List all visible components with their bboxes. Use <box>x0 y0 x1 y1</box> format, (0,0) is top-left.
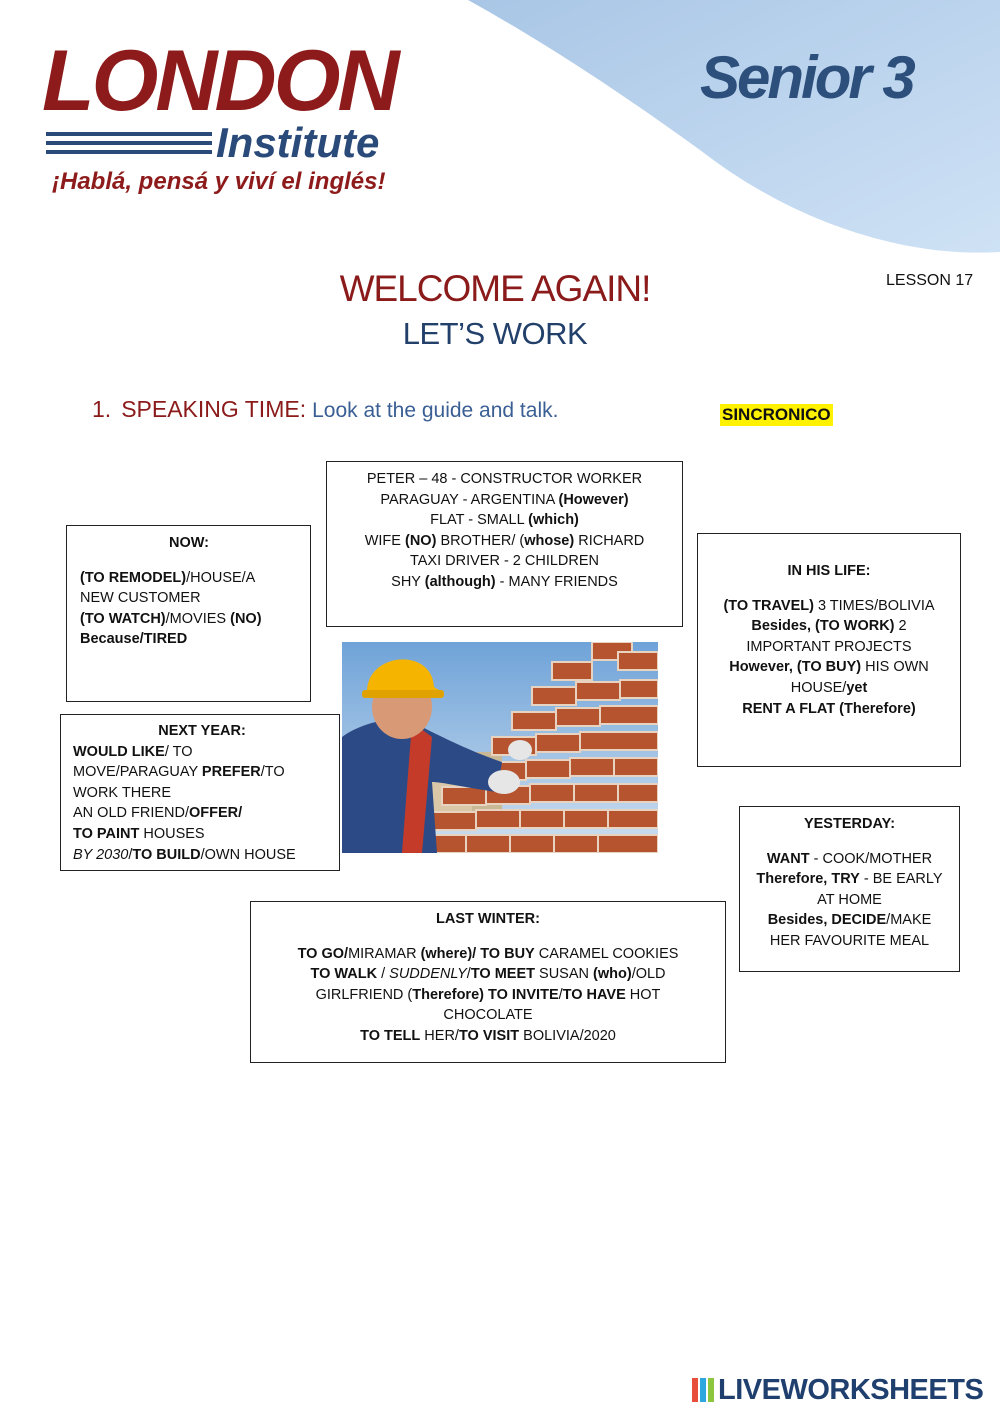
text-segment: HOUSES <box>139 825 205 842</box>
construction-worker-photo <box>342 642 658 853</box>
box-line <box>251 964 725 985</box>
text-segment: - MANY FRIENDS <box>495 573 618 590</box>
text-segment: HER/ <box>420 1027 459 1044</box>
text-segment: BY 2030 <box>73 846 129 863</box>
text-segment: Therefore) TO INVITE <box>412 986 559 1003</box>
text-segment: TO GO/ <box>297 945 349 962</box>
box-line <box>740 890 959 911</box>
text-segment: IMPORTANT PROJECTS <box>746 638 912 655</box>
box-line <box>698 596 960 617</box>
text-segment: RICHARD <box>574 532 645 549</box>
box-line <box>73 783 331 804</box>
text-segment: / <box>558 986 563 1003</box>
text-segment: /OWN HOUSE <box>200 846 296 863</box>
box-line <box>327 551 682 572</box>
text-segment: (which) <box>528 512 579 529</box>
text-segment: (where)/ TO BUY <box>420 945 535 962</box>
text-segment: /TO <box>260 764 285 781</box>
lesson-number: LESSON 17 <box>886 272 974 289</box>
text-segment: TO HAVE <box>562 986 626 1003</box>
text-segment: (who) <box>593 966 632 983</box>
text-segment: /HOUSE/A <box>186 569 256 586</box>
text-segment: (However) <box>558 491 629 508</box>
text-segment: NEW CUSTOMER <box>80 590 201 607</box>
box-heading: NEXT YEAR: <box>158 723 246 739</box>
logo-stripes <box>46 132 216 158</box>
text-segment: - BE EARLY <box>859 871 943 888</box>
logo-wordmark: LONDON <box>42 33 397 129</box>
text-segment: OFFER/ <box>189 805 243 822</box>
text-segment: - COOK/MOTHER <box>809 850 933 867</box>
box-line <box>80 568 298 589</box>
section-label: SPEAKING TIME: <box>121 396 307 422</box>
text-segment: TO PAINT <box>73 825 140 842</box>
text-segment: SUSAN <box>535 966 594 983</box>
text-segment: GIRLFRIEND ( <box>315 986 413 1003</box>
box-line <box>698 616 960 637</box>
box-line <box>698 678 960 699</box>
section-number: 1. <box>92 396 112 422</box>
box-line <box>327 572 682 593</box>
text-segment: TO WALK <box>310 966 378 983</box>
box-line <box>740 869 959 890</box>
text-segment: (NO) <box>405 532 437 549</box>
box-line <box>80 609 298 630</box>
box-line <box>73 845 331 866</box>
text-segment: /MAKE <box>886 912 932 929</box>
box-line <box>73 803 331 824</box>
page-title: WELCOME AGAIN! <box>339 268 651 309</box>
section-instruction: Look at the guide and talk. <box>312 399 559 422</box>
text-segment: However, (TO BUY) <box>729 659 862 676</box>
text-segment: CARAMEL COOKIES <box>534 945 679 962</box>
text-segment: Besides, (TO WORK) <box>751 618 895 635</box>
text-segment: (TO REMODEL) <box>80 569 187 586</box>
box-line <box>698 657 960 678</box>
level-label: Senior 3 <box>700 44 913 111</box>
box-line <box>698 637 960 658</box>
text-segment: Therefore, TRY <box>756 871 860 888</box>
text-segment: PARAGUAY - ARGENTINA <box>380 491 559 508</box>
box-line <box>251 1026 725 1047</box>
text-segment: whose) <box>524 532 575 549</box>
box-line <box>80 588 298 609</box>
box-heading: IN HIS LIFE: <box>787 563 871 579</box>
text-segment: SHY <box>391 573 425 590</box>
text-segment: WORK THERE <box>73 784 172 801</box>
footer-brand: LIVEWORKSHEETS <box>718 1374 984 1406</box>
text-segment: PREFER <box>201 764 261 781</box>
box-line <box>251 1005 725 1026</box>
text-segment: HER FAVOURITE MEAL <box>769 932 930 949</box>
sync-tag: SINCRONICO <box>722 405 831 424</box>
text-segment: TO TELL <box>360 1027 421 1044</box>
box-heading: NOW: <box>168 535 209 551</box>
box-heading: LAST WINTER: <box>436 911 540 927</box>
box-line <box>73 762 331 783</box>
box-line <box>251 985 725 1006</box>
text-segment: Because/TIRED <box>80 631 188 648</box>
last-winter-box <box>250 901 726 1063</box>
text-segment: BROTHER/ ( <box>436 532 525 549</box>
yesterday-box <box>739 806 960 972</box>
text-segment: HIS OWN <box>861 659 929 676</box>
box-line <box>740 931 959 952</box>
text-segment: (TO WATCH) <box>80 610 166 627</box>
text-segment: / TO <box>164 743 193 760</box>
text-segment: /OLD <box>631 966 666 983</box>
text-segment: / <box>377 966 390 983</box>
box-line <box>698 699 960 720</box>
now-box <box>66 525 311 702</box>
text-segment: WOULD LIKE <box>73 743 165 760</box>
in-his-life-box <box>697 533 961 767</box>
text-segment: FLAT - SMALL <box>430 512 529 529</box>
text-segment: (although) <box>424 573 496 590</box>
text-segment: HOT <box>625 986 661 1003</box>
box-line <box>740 849 959 870</box>
box-line <box>327 490 682 511</box>
text-segment: / <box>128 846 133 863</box>
box-line <box>80 629 298 650</box>
box-heading: YESTERDAY: <box>803 816 896 832</box>
text-segment: Besides, DECIDE <box>767 912 887 929</box>
section-heading <box>92 396 558 423</box>
text-segment: / <box>466 966 471 983</box>
text-segment: TO MEET <box>470 966 536 983</box>
box-line <box>73 742 331 763</box>
text-segment: SUDDENLY <box>389 966 467 983</box>
box-line <box>327 469 682 490</box>
text-segment: /MOVIES <box>165 610 231 627</box>
liveworksheets-logo-icon <box>692 1378 714 1402</box>
text-segment: AN OLD FRIEND/ <box>73 805 190 822</box>
text-segment: WIFE <box>364 532 405 549</box>
text-segment: TO BUILD <box>132 846 201 863</box>
logo-slogan: ¡Hablá, pensá y viví el inglés! <box>52 168 386 195</box>
text-segment: TO VISIT <box>458 1027 520 1044</box>
box-line <box>327 531 682 552</box>
text-segment: (NO) <box>230 610 262 627</box>
text-segment: RENT A FLAT (Therefore) <box>742 700 916 717</box>
text-segment: HOUSE/ <box>790 679 847 696</box>
text-segment: AT HOME <box>817 891 882 908</box>
text-segment: CHOCOLATE <box>443 1007 533 1024</box>
text-segment: 3 TIMES/BOLIVIA <box>813 597 935 614</box>
logo-subtitle: Institute <box>216 119 380 166</box>
text-segment: BOLIVIA/2020 <box>519 1027 616 1044</box>
text-segment: PETER – 48 - CONSTRUCTOR WORKER <box>366 471 643 487</box>
text-segment: MIRAMAR <box>348 945 421 962</box>
box-line <box>740 910 959 931</box>
text-segment: (TO TRAVEL) <box>723 597 814 614</box>
profile-box <box>326 461 683 627</box>
box-line <box>73 824 331 845</box>
next-year-box <box>60 714 340 871</box>
text-segment: WANT <box>766 850 810 867</box>
text-segment: TAXI DRIVER - 2 CHILDREN <box>409 553 600 570</box>
page-subtitle: LET’S WORK <box>402 316 588 351</box>
box-line <box>327 510 682 531</box>
text-segment: yet <box>846 679 868 696</box>
box-line <box>251 944 725 965</box>
text-segment: 2 <box>894 618 907 635</box>
text-segment: MOVE/PARAGUAY <box>73 764 202 781</box>
